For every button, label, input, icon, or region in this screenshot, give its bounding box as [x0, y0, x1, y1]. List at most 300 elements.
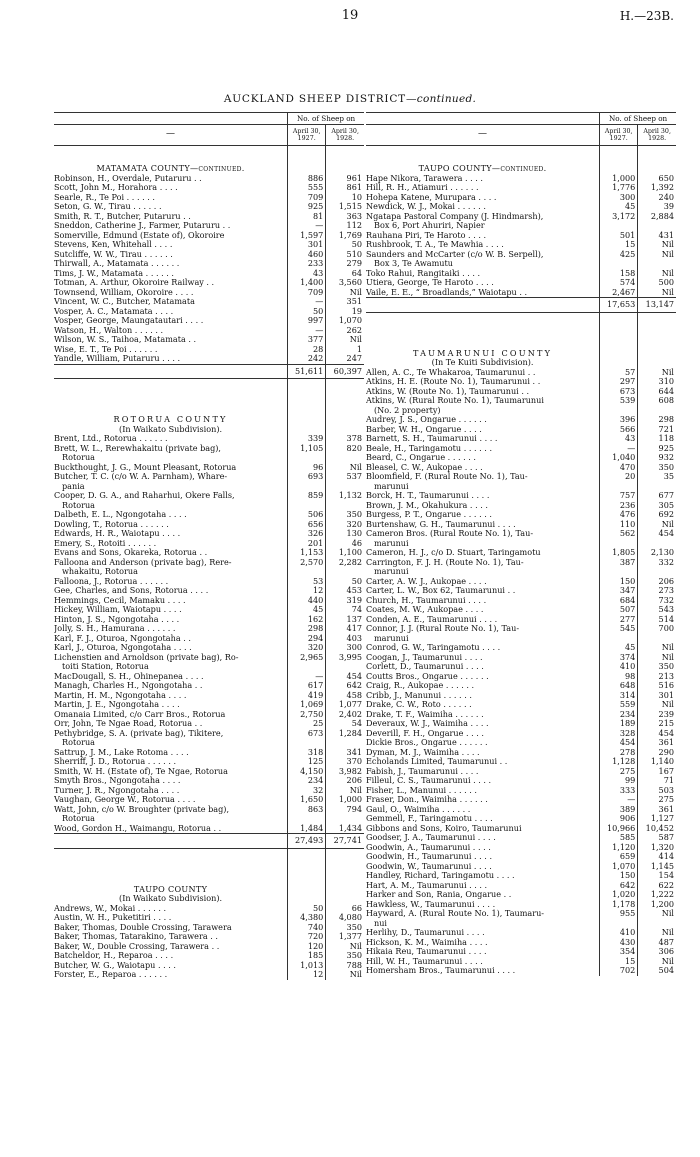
sheep-count-1928: 239: [638, 710, 676, 720]
sheep-count-1928: 378: [326, 434, 364, 444]
sheep-count-1928: 487: [638, 938, 676, 948]
sheep-count-1928: 320: [326, 520, 364, 530]
owner-name: Buckthought, J. G., Mount Pleasant, Rotorua: [54, 462, 237, 472]
owner-name: Goodwin, W., Taumarunui . . . .: [366, 861, 492, 871]
sheep-count-1928: 2,884: [638, 212, 676, 222]
sheep-count-1928: 1,377: [326, 932, 364, 942]
sheep-count-1927: 189: [600, 719, 638, 729]
county-total-row: [54, 834, 364, 849]
sheep-count-1928: 454: [326, 672, 364, 682]
total-1927: 17,653: [600, 298, 638, 313]
sheep-count-1927: 50: [288, 904, 326, 914]
sheep-count-1928: 1,100: [326, 548, 364, 558]
table-row: [54, 472, 364, 482]
blank-1927: [600, 343, 638, 359]
sheep-count-1928: 1,515: [326, 202, 364, 212]
owner-name: Brown, J. M., Okahukura . . . .: [366, 500, 488, 510]
sheep-count-1928: 66: [326, 904, 364, 914]
sheep-count-1927: 110: [600, 520, 638, 530]
sheep-count-1927: 656: [288, 520, 326, 530]
owner-name: Tims, J. W., Matamata . . . . . .: [54, 268, 174, 278]
sheep-count-1927: 859: [288, 491, 326, 501]
sheep-count-1927: 566: [600, 425, 638, 435]
sheep-count-1928: 1,284: [326, 729, 364, 739]
owner-name: Smith, R. T., Butcher, Putaruru . .: [54, 211, 191, 221]
blank-1927: [288, 158, 326, 174]
owner-name: Saunders and McCarter (c/o W. B. Serpell),: [366, 249, 544, 259]
owner-name: Andrews, W., Mokai . . . . . .: [54, 903, 167, 913]
spacer: [366, 146, 600, 159]
owner-name: Drake, T. F., Waimiha . . . . . .: [366, 709, 484, 719]
sheep-count-1928: 215: [638, 719, 676, 729]
owner-name: Burgess, P. T., Ongarue . . . . . .: [366, 510, 492, 519]
sheep-count-1927: 684: [600, 596, 638, 606]
sheep-count-1927: 234: [288, 776, 326, 786]
sheep-count-1927: 454: [600, 738, 638, 748]
sheep-count-1927: 15: [600, 240, 638, 250]
sheep-count-1928: 71: [638, 776, 676, 786]
sheep-count-1928: 319: [326, 596, 364, 606]
sheep-count-1928: Nil: [638, 653, 676, 663]
sheep-count-1927: 81: [288, 212, 326, 222]
owner-name: Yandle, William, Putaruru . . . .: [54, 354, 181, 363]
sheep-count-1928: 279: [326, 259, 364, 269]
owner-name: Ngatapa Pastoral Company (J. Hindmarsh),: [366, 211, 544, 221]
owner-name: Filleul, C. S., Taumarunui . . . .: [366, 776, 492, 785]
owner-name: Hinton, J. S., Ngongotaha . . . .: [54, 614, 180, 624]
sheep-count-1927: 294: [288, 634, 326, 644]
owner-name: Craig, R., Aukopae . . . . . .: [366, 681, 475, 690]
owner-name: Barnett, S. H., Taumarunui . . . .: [366, 434, 498, 443]
owner-name: Watson, H., Walton . . . . . .: [54, 325, 164, 335]
sheep-count-1927: 702: [600, 966, 638, 976]
owner-name: Conden, A. E., Taumarunui . . . .: [366, 614, 498, 624]
sheep-count-1927: 320: [288, 643, 326, 653]
sheep-count-1928: 35: [638, 472, 676, 482]
sheep-count-1927: 318: [288, 748, 326, 758]
sheep-count-1927: 389: [600, 805, 638, 815]
table-row: [54, 491, 364, 501]
sheep-count-1927: 886: [288, 174, 326, 184]
county-title: TAUPO COUNTY: [133, 883, 208, 894]
heading-title: AUCKLAND SHEEP DISTRICT: [223, 93, 406, 105]
sheep-count-1927: 440: [288, 596, 326, 606]
table-row: [366, 558, 676, 568]
sheep-count-1927: 925: [288, 202, 326, 212]
sheep-count-1928: 240: [638, 193, 676, 203]
spacer: [288, 379, 326, 410]
sheep-count-1928: 137: [326, 615, 364, 625]
owner-name: Butcher, W. G., Waiotapu . . . .: [54, 960, 176, 970]
owner-name: Totman, A. Arthur, Okoroire Railway . .: [54, 278, 215, 287]
total-1928: 13,147: [638, 298, 676, 313]
owner-name: Atkins, W. (Rural Route No. 1), Taumarunui: [366, 396, 544, 405]
total-1927: 27,493: [288, 834, 326, 849]
spacer: [288, 146, 326, 159]
sheep-count-1927: 125: [288, 757, 326, 767]
owner-name: Atkins, W. (Route No. 1), Taumarunui . .: [366, 386, 530, 396]
owner-name: Gemmell, F., Taringamotu . . . .: [366, 814, 493, 823]
spacer: [326, 379, 364, 410]
sheep-count-1928: 19: [326, 307, 364, 317]
sheep-count-1927: 277: [600, 615, 638, 625]
sheep-count-1927: 185: [288, 951, 326, 961]
table-row: [366, 472, 676, 482]
sheep-count-1928: Nil: [638, 643, 676, 653]
owner-name: Gibbons and Sons, Koiro, Taumarunui: [366, 823, 522, 833]
sheep-count-1927: 298: [288, 624, 326, 634]
sheep-count-1927: 4,380: [288, 913, 326, 923]
owner-name: Thirwall, A., Matamata . . . . . .: [54, 259, 180, 268]
sheep-count-1928: 154: [638, 871, 676, 881]
owner-name: Somerville, Edmund (Estate of), Okoroire: [54, 230, 225, 240]
subdivision-title: (In Te Kuiti Subdivision).: [431, 357, 534, 367]
sheep-count-1928: 650: [638, 174, 676, 184]
sheep-count-1927: 460: [288, 250, 326, 260]
sheep-count-1927: 236: [600, 501, 638, 511]
owner-name: Corlett, D., Taumarunui . . . .: [366, 662, 484, 671]
owner-name: Hayward, A. (Rural Route No. 1), Taumaru-: [366, 909, 545, 918]
owner-name: Wood, Gordon H., Waimangu, Rotorua . .: [54, 823, 222, 833]
sheep-count-1927: 430: [600, 938, 638, 948]
county-heading: [54, 158, 364, 174]
spacer: [638, 312, 676, 343]
owner-name: Vaughan, George W., Rotorua . . . .: [54, 795, 196, 804]
owner-name: Rauhana Piri, Te Haroto . . . .: [366, 230, 487, 240]
left-column: [54, 112, 364, 980]
sheep-count-1928: 1,140: [638, 757, 676, 767]
sheep-count-1927: 150: [600, 577, 638, 587]
spacer-row: [54, 848, 364, 879]
sheep-count-1927: 387: [600, 558, 638, 568]
sheep-count-1927: 53: [288, 577, 326, 587]
owner-name: Batcheldor, H., Reparoa . . . .: [54, 951, 174, 960]
spacer-row: [366, 312, 676, 343]
sheep-count-1927: 506: [288, 510, 326, 520]
sheep-count-1927: 45: [600, 643, 638, 653]
sheep-count-1928: 298: [638, 415, 676, 425]
sheep-count-1927: 12: [288, 970, 326, 980]
owner-name: Carter, A. W. J., Aukopae . . . .: [366, 576, 487, 586]
sheep-count-1928: 510: [326, 250, 364, 260]
sheep-count-1927: 574: [600, 278, 638, 288]
sheep-count-1927: 300: [600, 193, 638, 203]
county-total-row: [54, 364, 364, 379]
owner-name: Smyth Bros., Ngongotaha . . . .: [54, 776, 181, 785]
sheep-count-1927: 539: [600, 396, 638, 406]
owner-name: Managh, Charles H., Ngongotaha . .: [54, 681, 203, 690]
blank-1927: [288, 409, 326, 425]
owner-name: Utiera, George, Te Haroto . . . .: [366, 278, 494, 287]
sheep-count-1927: 43: [288, 269, 326, 279]
sheep-count-1927: 15: [600, 957, 638, 967]
owner-name: Robinson, H., Overdale, Putaruru . .: [54, 173, 202, 183]
sheep-count-1928: 1,320: [638, 843, 676, 853]
sheep-count-1928: 262: [326, 326, 364, 336]
sheep-count-1928: 454: [638, 729, 676, 739]
sheep-count-1927: 476: [600, 510, 638, 520]
spacer: [638, 146, 676, 159]
owner-name: Drake, C. W., Roto . . . . . .: [366, 700, 472, 709]
owner-name: Allen, A. C., Te Whakaroa, Taumarunui . .: [366, 367, 536, 377]
sheep-count-1928: Nil: [638, 288, 676, 298]
sheep-count-1928: 39: [638, 202, 676, 212]
sheep-count-1927: 1,069: [288, 700, 326, 710]
sheep-count-1928: 3,982: [326, 767, 364, 777]
subdivision-title: (In Waikato Subdivision).: [119, 423, 223, 434]
sheep-count-1928: 2,130: [638, 548, 676, 558]
sheep-count-1927: 410: [600, 662, 638, 672]
owner-name: Brett, W. L., Rerewhakaitu (private bag),: [54, 443, 221, 453]
sheep-count-1927: 120: [288, 942, 326, 952]
sheep-count-1928: 1,769: [326, 231, 364, 241]
header-sheep-group: No. of Sheep on: [288, 113, 364, 125]
county-heading: [54, 409, 364, 425]
left-sheep-table: [54, 112, 364, 980]
owner-name: Rushbrook, T. A., Te Mawhia . . . .: [366, 240, 504, 249]
county-total-row: [366, 298, 676, 313]
owner-name: Vaile, E. E., “ Broadlands,” Waiotapu . .: [366, 287, 528, 297]
sheep-count-1928: 622: [638, 881, 676, 891]
owner-name: Homersham Bros., Taumarunui . . . .: [366, 966, 516, 975]
owner-name: Vosper, A. C., Matamata . . . .: [54, 306, 174, 316]
sheep-count-1927: 693: [288, 472, 326, 482]
sheep-count-1928: 516: [638, 681, 676, 691]
sheep-count-1928: 1,127: [638, 814, 676, 824]
owner-name: Cameron Bros. (Rural Route No. 1), Tau-: [366, 529, 534, 538]
sheep-count-1927: —: [288, 672, 326, 682]
sheep-count-1928: 961: [326, 174, 364, 184]
sheep-count-1928: 1,000: [326, 795, 364, 805]
owner-name: Fabish, J., Taumarunui . . . .: [366, 766, 479, 776]
total-label-blank: [54, 834, 288, 849]
owner-name: Brent, Ltd., Rotorua . . . . . .: [54, 434, 168, 443]
sheep-count-1928: 206: [326, 776, 364, 786]
sheep-count-1927: 158: [600, 269, 638, 279]
owner-name: Gaul, O., Waimiha . . . . . .: [366, 804, 471, 814]
owner-name: Coates, M. W., Aukopae . . . .: [366, 605, 484, 614]
right-sheep-table: [366, 112, 676, 976]
spacer: [326, 146, 364, 159]
sheep-count-1928: 677: [638, 491, 676, 501]
sheep-count-1928: Nil: [638, 700, 676, 710]
right-column: [366, 112, 676, 976]
sheep-count-1927: 673: [600, 387, 638, 397]
spacer-row: [366, 146, 676, 159]
owner-name: Deveraux, W. J., Waimiha . . . .: [366, 719, 489, 728]
table-row: [366, 396, 676, 406]
sheep-count-1927: —: [288, 297, 326, 307]
table-row: [54, 729, 364, 739]
sheep-count-1927: 863: [288, 805, 326, 815]
sheep-count-1928: 273: [638, 586, 676, 596]
owner-name: Karl, J., Oturoa, Ngongotaha . . . .: [54, 643, 192, 652]
sheep-count-1928: 3,560: [326, 278, 364, 288]
owner-name: Baker, W., Double Crossing, Tarawera . .: [54, 941, 220, 951]
sheep-count-1927: 555: [288, 183, 326, 193]
sheep-count-1928: 2,402: [326, 710, 364, 720]
owner-name: Dalbeth, E. L., Ngongotaha . . . .: [54, 510, 187, 519]
sheep-count-1928: 642: [326, 681, 364, 691]
county-heading: [366, 343, 676, 359]
sheep-count-1927: 507: [600, 605, 638, 615]
sheep-count-1928: 1,070: [326, 316, 364, 326]
owner-name: Bleasel, C. W., Aukopae . . . .: [366, 462, 483, 472]
table-row: [54, 653, 364, 663]
sheep-count-1927: 347: [600, 586, 638, 596]
total-label-blank: [54, 364, 288, 379]
sheep-count-1928: 10,452: [638, 824, 676, 834]
sheep-count-1928: 370: [326, 757, 364, 767]
sheep-count-1927: 419: [288, 691, 326, 701]
owner-name: Hickson, K. M., Waimiha . . . .: [366, 937, 488, 947]
table-row: [366, 529, 676, 539]
blank-1928: [326, 158, 364, 174]
county-heading: [54, 879, 364, 895]
sheep-count-1927: 720: [288, 932, 326, 942]
owner-name: Carrington, F. J. H. (Route No. 1), Tau-: [366, 557, 524, 567]
owner-name: Baker, Thomas, Tatarakino, Tarawera . .: [54, 932, 218, 941]
sheep-count-1927: 32: [288, 786, 326, 796]
table-row: [366, 212, 676, 222]
county-title: TAUMARUNUI COUNTY: [412, 347, 553, 358]
sheep-count-1928: 306: [638, 947, 676, 957]
sheep-count-1928: 453: [326, 586, 364, 596]
owner-name: Harker and Son, Rania, Ongarue . .: [366, 890, 512, 899]
sheep-count-1927: 234: [600, 710, 638, 720]
owner-name: Coogan, J., Taumarunui . . . .: [366, 652, 483, 662]
owner-name: Handley, Richard, Taringamotu . . . .: [366, 871, 515, 880]
owner-name: Smith, W. H. (Estate of), Te Ngae, Rotorua: [54, 766, 228, 776]
header-col-1928: April 30, 1928.: [326, 125, 364, 146]
owner-name: Vincent, W. C., Butcher, Matamata: [54, 297, 195, 306]
owner-name: Rotorua: [62, 814, 95, 823]
sheep-count-1927: 642: [600, 881, 638, 891]
sheep-count-1927: 45: [288, 605, 326, 615]
sheep-count-1928: 350: [326, 510, 364, 520]
blank-1928: [326, 409, 364, 425]
table-subheader-row: [54, 125, 364, 146]
header-blank: [54, 113, 288, 125]
sheep-count-1928: 50: [326, 577, 364, 587]
owner-name: Conrod, G. W., Taringamotu . . . .: [366, 643, 501, 652]
sheep-count-1927: 740: [288, 923, 326, 933]
spacer: [326, 848, 364, 879]
owner-name: Dickie Bros., Ongarue . . . . . .: [366, 738, 488, 747]
owner-name: Falloona and Anderson (private bag), Rere-: [54, 557, 232, 567]
owner-name: Hawkless, W., Taumarunui . . . .: [366, 899, 496, 909]
owner-name: Deverill, F. H., Ongarue . . . .: [366, 728, 485, 738]
blank-1928: [638, 343, 676, 359]
sheep-count-1928: 290: [638, 748, 676, 758]
page-number: 19: [341, 8, 359, 23]
sheep-count-1928: 794: [326, 805, 364, 815]
sheep-count-1928: 64: [326, 269, 364, 279]
sheep-count-1927: 20: [600, 472, 638, 482]
sheep-count-1927: —: [288, 326, 326, 336]
owner-name: Stevens, Ken, Whitehall . . . .: [54, 240, 173, 249]
owner-name: Rotorua: [62, 453, 95, 462]
spacer-row: [54, 146, 364, 159]
sheep-count-1927: 1,484: [288, 824, 326, 834]
spacer: [54, 848, 288, 879]
sheep-count-1927: 314: [600, 691, 638, 701]
blank-1927: [288, 879, 326, 895]
owner-name: Martin, J. E., Ngongotaha . . . .: [54, 700, 180, 709]
sheep-count-1927: —: [600, 444, 638, 454]
sheep-count-1927: 1,070: [600, 862, 638, 872]
sheep-count-1927: 1,650: [288, 795, 326, 805]
sheep-count-1928: Nil: [638, 269, 676, 279]
owner-name: Hape Nikora, Tarawera . . . .: [366, 173, 483, 183]
owner-name: Borck, H. T., Taumarunui . . . .: [366, 491, 490, 500]
owner-name: Martin, H. M., Ngongotaha . . . .: [54, 690, 187, 700]
sheep-count-1928: 1,077: [326, 700, 364, 710]
sheep-count-1927: 150: [600, 871, 638, 881]
sheep-count-1927: 57: [600, 368, 638, 378]
sheep-count-1927: 2,965: [288, 653, 326, 663]
spacer: [54, 379, 288, 410]
sheep-count-1928: 1,434: [326, 824, 364, 834]
sheep-count-1927: 562: [600, 529, 638, 539]
sheep-count-1927: 242: [288, 354, 326, 364]
owner-name: Bloomfield, F. (Rural Route No. 1), Tau-: [366, 472, 528, 481]
sheep-count-1928: 692: [638, 510, 676, 520]
owner-name: Barber, W. H., Ongarue . . . .: [366, 424, 482, 434]
total-label-blank: [366, 298, 600, 313]
sheep-count-1927: 328: [600, 729, 638, 739]
owner-name: Hill, R. H., Atiamuri . . . . . .: [366, 183, 479, 192]
sheep-count-1927: 162: [288, 615, 326, 625]
sheep-count-1928: Nil: [638, 928, 676, 938]
heading-continued: —continued.: [406, 93, 477, 105]
owner-name: Audrey, J. S., Ongarue . . . . . .: [366, 415, 487, 424]
owner-name: Herlihy, D., Taumarunui . . . .: [366, 928, 485, 937]
sheep-count-1928: 310: [638, 377, 676, 387]
owner-name: marunui: [374, 567, 409, 576]
owner-name: Newdick, W. J., Mokai . . . . . .: [366, 202, 486, 211]
table-row: [366, 909, 676, 919]
owner-name: Omanaia Limited, c/o Carr Bros., Rotorua: [54, 709, 226, 719]
sheep-count-1928: 118: [638, 434, 676, 444]
blank-1928: [638, 158, 676, 174]
sheep-count-1927: 1,805: [600, 548, 638, 558]
sheep-count-1928: 820: [326, 444, 364, 454]
sheep-count-1927: 470: [600, 463, 638, 473]
sheep-count-1927: 1,000: [600, 174, 638, 184]
sheep-count-1927: 425: [600, 250, 638, 260]
owner-name: Watt, John, c/o W. Broughter (private bag),: [54, 804, 230, 814]
sheep-count-1928: 361: [638, 738, 676, 748]
owner-name: Atkins, H. E. (Route No. 1), Taumarunui . .: [366, 377, 541, 386]
table-row: [54, 805, 364, 815]
owner-name: Goodwin, H., Taumarunui . . . .: [366, 852, 493, 861]
owner-name: Orr, John, Te Ngae Road, Rotorua . .: [54, 719, 203, 728]
owner-name: Dowling, T., Rotorua . . . . . .: [54, 519, 169, 529]
sheep-count-1928: Nil: [638, 368, 676, 378]
sheep-count-1927: 396: [600, 415, 638, 425]
sheep-count-1928: Nil: [326, 288, 364, 298]
owner-name: Edwards, H. R., Waiotapu . . . .: [54, 529, 181, 538]
owner-name: Jolly, S. H., Hamurana . . . . . .: [54, 624, 176, 633]
sheep-count-1927: 25: [288, 719, 326, 729]
sheep-count-1928: 300: [326, 643, 364, 653]
header-dash: —: [366, 125, 600, 146]
owner-name: marunui: [374, 538, 409, 548]
sheep-count-1927: 1,120: [600, 843, 638, 853]
subdivision-title: (In Waikato Subdivision).: [119, 893, 223, 903]
blank-1927: [600, 158, 638, 174]
